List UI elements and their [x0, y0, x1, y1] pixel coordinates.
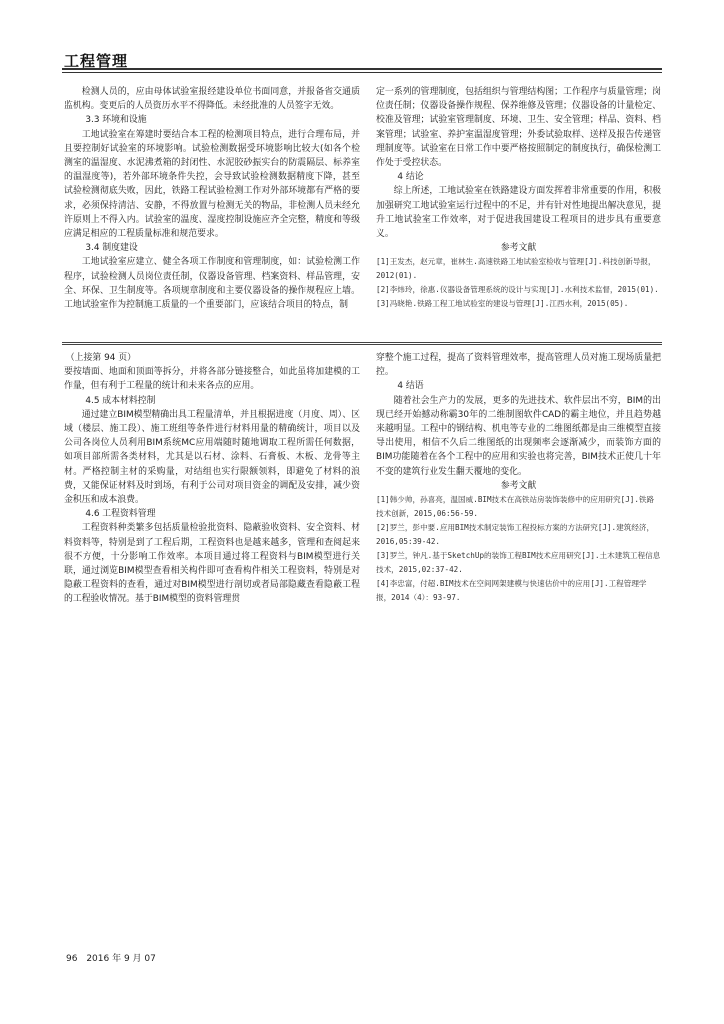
page-number: 96	[66, 954, 78, 964]
journal-title: 工程管理	[64, 52, 129, 70]
paragraph: 穿整个施工过程，提高了资料管理效率，提高管理人员对施工现场质量把控。	[376, 353, 661, 378]
references-title: 参考文献	[500, 480, 537, 491]
page-footer	[66, 951, 162, 964]
section-heading-3-4: 3.4 制度建设	[85, 243, 138, 254]
header-rule	[62, 68, 662, 70]
reference-item: [1]王发杰，赵元章，崔林生.高速铁路工地试验室检收与管理[J].科技创新导报，2012(01).	[376, 257, 656, 281]
section-heading-conclusion: 4 结语	[397, 381, 424, 392]
top-right-column	[376, 85, 661, 311]
paragraph: 检测人员的，应由母体试验室报经建设单位书面同意，并报备省交通质监机构。变更后的人员资历水平不得降低。未经批准的人员签字无效。	[64, 87, 360, 112]
bottom-left-column	[64, 351, 360, 607]
paragraph: 通过建立BIM模型精确出具工程量清单，并且根据进度（月度、周）、区域（楼层、施工段）、施工班组等条件进行材料用量的精确统计，项目以及公司各岗位人员利用BIM系统MC应用端随时随地调取工程所需任何数据，如项目部所需各类材料，尤其是以石材、涂料、石膏板、木板、龙骨等主材。严格控制主材的采购量，对结组也实行限额领料，即避免了材料的浪费，又能保证材料及时到场，有利于公司对项目资金的调配及安排，减少资金积压和成本浪费。	[64, 409, 360, 506]
issue-date: 2016 年 9 月 07	[86, 954, 156, 964]
section-heading-4-6: 4.6 工程资料管理	[85, 509, 156, 520]
top-left-column	[64, 85, 360, 312]
reference-item: [1]韩少帅，孙喜亮，温国威.BIM技术在高铁站房装饰装修中的应用研究[J].铁路技术创新，2015,06:56-59.	[376, 495, 655, 519]
section-heading-conclusion: 4 结论	[397, 172, 424, 183]
paragraph: 随着社会生产力的发展，更多的先进技术、软件层出不穷，BIM的出现已经开始撼动称霸30年的二维制图软件CAD的霸主地位，并且趋势越来越明显。工程中的钢结构、机电等专业的二维图纸都是由三维模型直接导出使用，相信不久后二维图纸的出现频率会逐渐减少，而装饰方面的BIM功能随着在各个工程中的应用和实验也将完善，BIM技术正使几十年不变的建筑行业发生翻天覆地的变化。	[376, 395, 661, 477]
continued-from-note: （上接第 94 页）	[65, 353, 136, 363]
reference-item: [2]罗兰，彭中要.应用BIM技术制定装饰工程投标方案的方法研究[J].建筑经济，2016,05:39-42.	[376, 523, 655, 547]
references-title: 参考文献	[500, 243, 537, 254]
header-rule-thin	[62, 72, 662, 73]
paragraph: 工程资料种类繁多包括质量检验批资料、隐蔽验收资料、安全资料、材料资料等，特别是到了工程后期，工程资料也是越来越多，管理和查阅起来很不方便，十分影响工作效率。本项目通过将工程资料与BIM模型进行关联，通过浏览BIM模型查看相关构件即可查看构件相关工程资料，特别是对隐蔽工程资料的查看，通过对BIM模型进行剖切或者局部隐藏查看隐蔽工程的工程验收情况。基于BIM模型的资料管理贯	[64, 523, 360, 605]
paragraph: 定一系列的管理制度，包括组织与管理结构图；工作程序与质量管理；岗位责任制；仪器设备操作规程、保养维修及管理；仪器设备的计量检定、校准及管理；试验室管理制度、环境、卫生、安全管理；样品、资料、档案管理；试验室、养护室温湿度管理；外委试验取样、送样及报告传递管理制度等。试验室在日常工作中要严格按照制定的制度执行，确保检测工作处于受控状态。	[376, 87, 661, 169]
bottom-right-column	[376, 351, 661, 605]
article-divider	[62, 342, 662, 343]
paragraph: 工地试验室应建立、健全各项工作制度和管理制度，如：试验检测工作程序，试验检测人员岗位责任制，仪器设备管理、档案资料、样品管理，安全、环保、卫生制度等。各项规章制度和主要仪器设备的操作规程应上墙。工地试验室作为控制施工质量的一个重要部门，应该结合项目的特点，制	[64, 257, 360, 311]
reference-item: [3]罗兰，钟凡.基于SketchUp的装饰工程BIM技术应用研究[J].土木建筑工程信息技术，2015,02:37-42.	[376, 551, 661, 575]
article-divider-thin	[62, 344, 662, 345]
paragraph: 要按墙面、地面和顶面等拆分，并将各部分链接整合，如此虽将加建模的工作量，但有利于工程量的统计和未来各点的应用。	[64, 367, 360, 392]
paragraph: 综上所述，工地试验室在铁路建设方面发挥着非常重要的作用，积极加强研究工地试验室运行过程中的不足，并有针对性地提出解决意见，提升工地试验室工作效率，对于促进我国建设工程项目的进步具有重要意义。	[376, 186, 661, 240]
reference-item: [4]李忠富，付超.BIM技术在空间网架建模与快速估价中的应用[J].工程管理学报，2014（4）：93-97.	[376, 579, 647, 603]
section-heading-3-3: 3.3 环境和设施	[85, 115, 147, 126]
section-heading-4-5: 4.5 成本材料控制	[85, 395, 156, 406]
reference-item: [3]冯晓艳.铁路工程工地试验室的建设与管理[J].江西水利，2015(05).	[376, 299, 629, 309]
reference-item: [2]李炜玲，徐惠.仪器设备管理系统的设计与实现[J].水利技术监督，2015(01).	[376, 285, 659, 295]
paragraph: 工地试验室在筹建时要结合本工程的检测项目特点，进行合理布局，并且要控制好试验室的环境影响。试验检测数据受环境影响比较大(如各个检测室的温湿度、水泥沸煮箱的封闭性、水泥胶砂振实台的防震隔层、标养室的温湿度等)，若外部环境条件失控，会导致试验检测数据精度下降，甚至试验检测彻底失败，因此，铁路工程试验检测工作对外部环境都有严格的要求，必须保持清洁、安静，不得放置与检测无关的物品，非检测人员未经允许原则上不得入内。试验室的温度、湿度控制设施应齐全完整，精度和等级应满足相应的工程质量标准和规范要求。	[64, 129, 360, 240]
